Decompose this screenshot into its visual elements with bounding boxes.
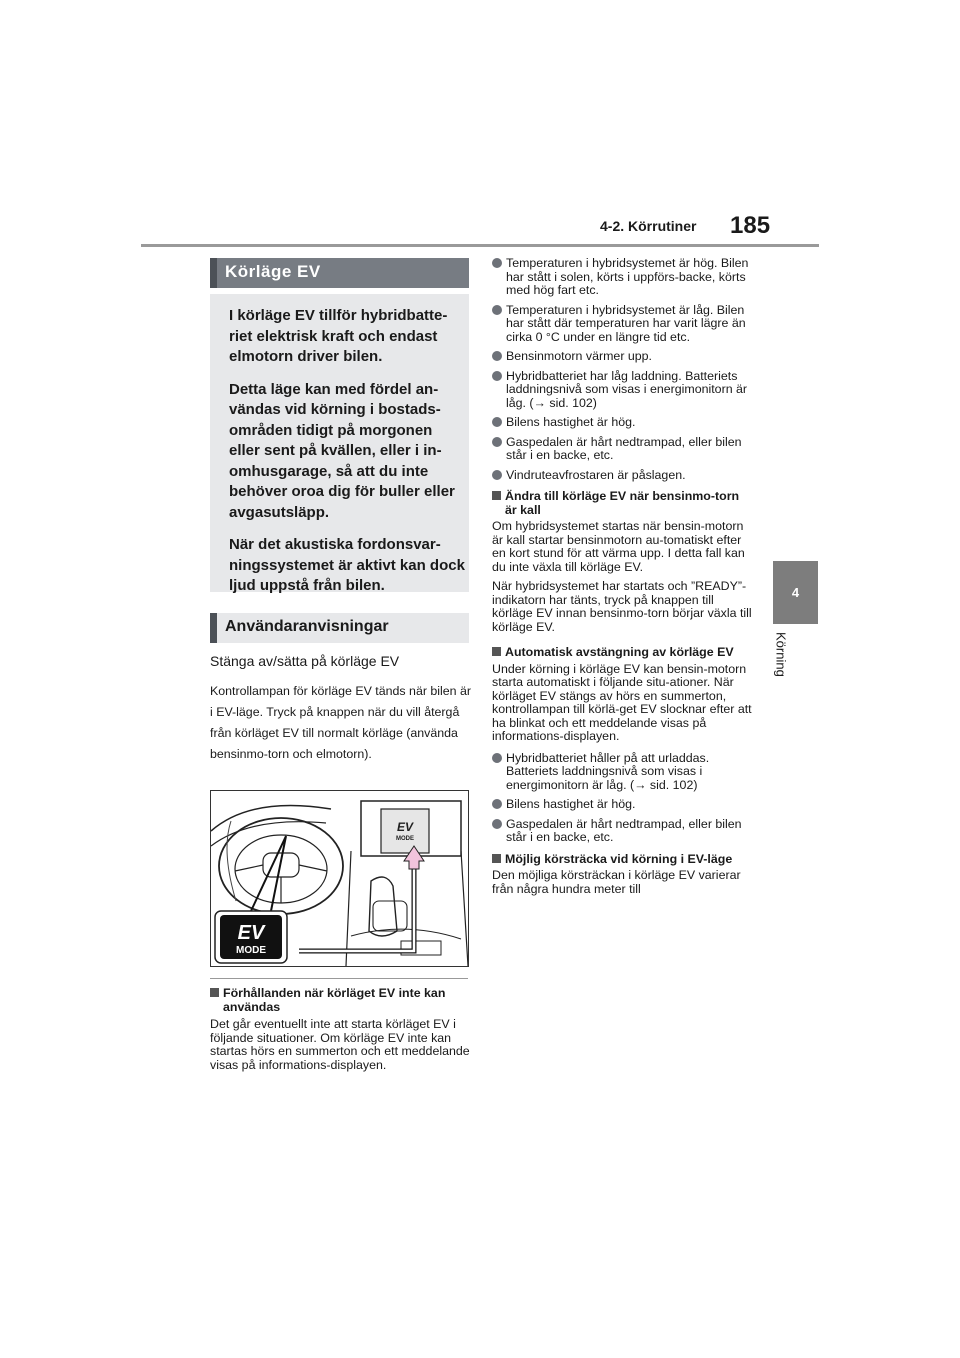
cold-engine-heading: [492, 490, 754, 517]
ev-button-small-top: EV: [396, 820, 414, 834]
ev-mode-info-box: [210, 294, 469, 592]
list-item: [492, 257, 754, 298]
list-item: [492, 304, 754, 345]
ev-button-small-bottom: MODE: [396, 836, 414, 842]
cold-engine-paragraph: När hybridsystemet har startats och ”READY”-indikatorn har tänts, tryck på knappen till körläge EV innan bensinmo-torn börjar växla till körläge EV.: [492, 579, 752, 634]
list-item: [492, 416, 754, 430]
bullet-icon: [492, 437, 502, 447]
list-item: [492, 350, 754, 364]
list-item-text: Vindruteavfrostaren är påslagen.: [506, 467, 686, 482]
range-heading-text: Möjlig körsträcka vid körning i EV-läge: [505, 851, 733, 866]
list-item-text: Temperaturen i hybridsystemet är låg. Bilen har stått där temperaturen har varit lägre än cirka 0 °C under en längre tid etc.: [506, 302, 746, 344]
list-item: [492, 370, 754, 411]
chapter-label: [773, 632, 818, 712]
conditions-heading-text: Förhållanden när körläget EV inte kan användas: [223, 986, 446, 1014]
list-item-text: Gaspedalen är hårt nedtrampad, eller bilen står i en backe, etc.: [506, 434, 742, 462]
bullet-icon: [492, 753, 502, 763]
section-title: 4-2. Körrutiner: [600, 218, 697, 234]
bullet-icon: [492, 351, 502, 361]
list-item-text: Gaspedalen är hårt nedtrampad, eller bilen står i en backe, etc.: [506, 816, 742, 844]
list-item-text: Bilens hastighet är hög.: [506, 797, 636, 811]
bullet-icon: [492, 470, 502, 480]
header-rule: [141, 244, 819, 247]
bullet-icon: [492, 305, 502, 315]
list-item: [492, 436, 754, 463]
cold-engine-heading-text: Ändra till körläge EV när bensinmo-torn är kall: [505, 489, 740, 517]
chapter-tab: [773, 561, 818, 624]
bullet-icon: [492, 799, 502, 809]
list-item-text: Hybridbatteriet håller på att urladdas. Batteriets laddningsnivå som visas i energimonitorn är låg. (→ sid. 102): [506, 750, 710, 792]
heading-bar: [210, 258, 217, 288]
user-instructions-heading-text: Användaranvisningar: [225, 618, 389, 635]
dashboard-drawing: [211, 791, 468, 966]
list-item-text: Bilens hastighet är hög.: [506, 415, 636, 429]
ev-mode-heading-text: Körläge EV: [225, 262, 321, 281]
list-item-text: Temperaturen i hybridsystemet är hög. Bilen har stått i solen, körts i uppförs-backe, körts med hög fart etc.: [506, 256, 749, 297]
bullet-icon: [492, 258, 502, 268]
illustration-rule: [210, 978, 468, 979]
square-bullet-icon: [492, 647, 501, 656]
bullet-icon: [492, 819, 502, 829]
range-paragraph: Den möjliga körsträckan i körläge EV varierar från några hundra meter till: [492, 868, 741, 896]
list-item: [492, 798, 754, 812]
auto-off-heading: [492, 646, 754, 660]
list-item-text: Bensinmotorn värmer upp.: [506, 349, 653, 363]
cold-engine-paragraph: Om hybridsystemet startas när bensin-motorn är kall startar bensinmotorn au-tomatiskt efter en kort stund för att värma upp. I detta fall kan du inte växla till körläge EV.: [492, 519, 745, 574]
chapter-number: 4: [791, 585, 800, 600]
toggle-ev-text: Kontrollampan för körläge EV tänds när bilen är i EV-läge. Tryck på knappen när du vill återgå från körläget EV till normalt körläge (använda bensinmo-torn och elmotorn).: [210, 684, 472, 761]
ev-button-large-top: EV: [237, 922, 265, 944]
chapter-label-text: Körning: [773, 632, 789, 677]
heading-bar: [210, 613, 217, 643]
square-bullet-icon: [492, 854, 501, 863]
ev-box-paragraph: När det akustiska fordonsvar-ningssystemet är aktivt kan dock ljud uppstå från bilen.: [229, 536, 465, 594]
square-bullet-icon: [210, 988, 219, 997]
auto-off-paragraph: Under körning i körläge EV kan bensin-motorn starta automatiskt i följande situ-ationer. När körläget EV stängs av hörs en summerton, kontrollampan till körlä-get EV slocknar efter att ha blinkat och ett meddelande visas på informations-displayen.: [492, 661, 752, 743]
square-bullet-icon: [492, 491, 501, 500]
conditions-heading: [210, 987, 472, 1014]
ev-button-large-bottom: MODE: [236, 945, 266, 956]
user-instructions-heading: [210, 613, 469, 643]
right-column: [492, 257, 754, 902]
ev-mode-heading: [210, 258, 469, 288]
bullet-icon: [492, 371, 502, 381]
list-item: [492, 752, 754, 793]
toggle-ev-subtitle: Stänga av/sätta på körläge EV: [210, 653, 400, 669]
auto-off-heading-text: Automatisk avstängning av körläge EV: [505, 645, 734, 659]
page-number: 185: [730, 212, 771, 239]
bullet-icon: [492, 417, 502, 427]
list-item: [492, 818, 754, 845]
ev-box-paragraph: I körläge EV tillför hybridbatte-riet elektrisk kraft och endast elmotorn driver bilen.: [229, 307, 448, 365]
range-heading: [492, 853, 754, 867]
ev-mode-illustration: [210, 790, 469, 967]
list-item: [492, 469, 754, 483]
list-item-text: Hybridbatteriet har låg laddning. Batteriets laddningsnivå som visas i energimonitorn är låg. (→ sid. 102): [506, 368, 748, 410]
conditions-text: Det går eventuellt inte att starta körläget EV i följande situationer. Om körläge EV inte kan startas hörs en summerton och ett meddelande visas på informations-displayen.: [210, 1017, 470, 1072]
conditions-section: [210, 987, 472, 1072]
ev-box-paragraph: Detta läge kan med fördel an-vändas vid körning i bostads-områden tidigt på morgonen eller sent på kvällen, eller i in-omhusgarage, så att du inte behöver oroa dig för buller eller avgasutsläpp.: [229, 380, 455, 521]
